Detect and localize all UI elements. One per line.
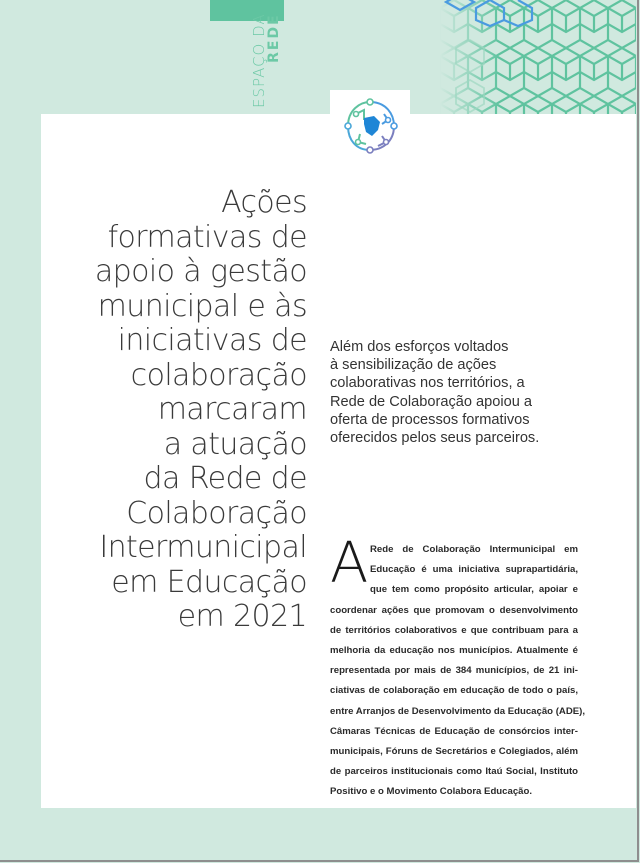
section-label-line1: ESPAÇO DA [250, 13, 268, 108]
body-paragraph [330, 540, 586, 803]
intro-line: Rede de Colaboração apoiou a [330, 393, 533, 410]
body-line: entre Arranjos de Desenvolvimento da Educação (ADE), [330, 705, 586, 717]
page-title [67, 186, 307, 635]
title-line: municipal e às [97, 288, 307, 324]
body-line: que tem como propósito articular, apoiar e [370, 584, 578, 596]
title-line: Ações [221, 185, 307, 220]
intro-line: Além dos esforços voltados [330, 339, 509, 355]
title-line: formativas de [107, 219, 307, 255]
body-line: municipais, Fóruns de Secretários e Colegiados, além [330, 746, 578, 758]
intro-paragraph [330, 338, 570, 447]
section-label-line2: REDE [266, 13, 282, 63]
title-line: da Rede de [143, 461, 307, 496]
body-line: Educação é uma iniciativa suprapartidária, [370, 564, 578, 576]
body-line: Positivo e o Movimento Colabora Educação. [330, 786, 533, 798]
title-line: colaboração [130, 357, 307, 393]
hexagon-cube-pattern-icon [440, 0, 636, 114]
intro-line: oferta de processos formativos [330, 411, 530, 428]
body-line: Rede de Colaboração Intermunicipal em [370, 544, 578, 555]
body-line: de territórios colaborativos e que contribuam para a [330, 624, 578, 636]
body-line: melhoria da educação nos municípios. Atualmente é [330, 645, 578, 657]
title-line: em 2021 [177, 599, 307, 634]
body-line: ciativas de colaboração em educação de todo o país, [330, 685, 578, 697]
body-line: de parceiros institucionais como Itaú Social, Instituto [330, 766, 578, 778]
intro-line: colaborativas nos territórios, a [330, 375, 525, 392]
intro-line: oferecidos pelos seus parceiros. [330, 430, 540, 447]
drop-cap: A [330, 531, 369, 596]
title-line: Intermunicipal [99, 530, 307, 565]
title-line: iniciativas de [117, 323, 307, 358]
intro-line: à sensibilização de ações [330, 357, 497, 374]
title-line: marcaram [157, 392, 307, 427]
title-line: Colaboração [126, 495, 307, 531]
title-line: em Educação [111, 564, 307, 600]
title-line: a atuação [163, 426, 307, 462]
body-line: representada por mais de 384 municípios, de 21 ini- [330, 665, 578, 677]
body-line: Câmaras Técnicas de Educação de consórcios inter- [330, 725, 578, 737]
section-label [252, 13, 282, 108]
network-brazil-map-icon [330, 90, 410, 160]
logo [330, 90, 410, 160]
body-line: coordenar ações que promovam o desenvolvimento [330, 604, 578, 616]
title-line: apoio à gestão [94, 254, 307, 289]
